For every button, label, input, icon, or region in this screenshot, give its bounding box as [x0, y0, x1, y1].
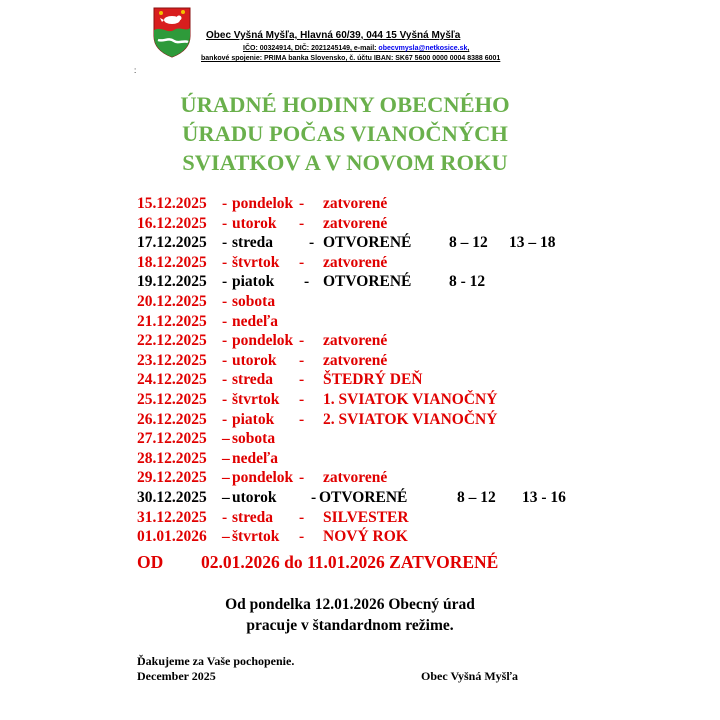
closure-od: OD [137, 552, 164, 572]
schedule-status: zatvorené [323, 253, 388, 271]
schedule-separator: – [222, 430, 230, 448]
schedule-date: 01.01.2026 [137, 528, 207, 546]
letterhead-org: Obec Vyšná Myšľa, Hlavná 60/39, 044 15 Vyšná Myšľa [206, 30, 461, 41]
schedule-separator: - [222, 351, 228, 369]
page-title [120, 90, 570, 177]
schedule-status: zatvorené [323, 195, 388, 212]
schedule-status: NOVÝ ROK [323, 528, 408, 546]
schedule-status: zatvorené [323, 469, 388, 487]
schedule-day: pondelok [232, 332, 294, 350]
title-line-3: SVIATKOV A V NOVOM ROKU [182, 150, 508, 175]
schedule-separator: – [222, 489, 230, 506]
schedule-day: utorok [232, 489, 277, 506]
schedule-dash: - [299, 371, 305, 389]
schedule-status: OTVORENÉ [323, 273, 412, 291]
schedule-status: zatvorené [323, 214, 388, 232]
schedule-day: streda [232, 508, 274, 526]
schedule-day: sobota [232, 293, 276, 310]
schedule-date: 16.12.2025 [137, 214, 207, 232]
schedule-dash: - [311, 489, 317, 506]
schedule-day: štvrtok [232, 528, 280, 546]
schedule-status: ŠTEDRÝ DEŇ [323, 371, 423, 389]
schedule-hours-morning: 8 – 12 [449, 234, 488, 252]
schedule-day: sobota [232, 430, 276, 448]
schedule-dash: - [299, 351, 305, 369]
schedule-day: nedeľa [232, 312, 279, 330]
schedule-date: 25.12.2025 [137, 391, 207, 408]
schedule-separator: - [222, 293, 228, 310]
schedule-separator: - [222, 391, 228, 408]
schedule-status: SILVESTER [323, 508, 409, 526]
title-line-2: ÚRADU POČAS VIANOČNÝCH [182, 121, 508, 146]
schedule-day: streda [232, 371, 274, 389]
schedule-dash: - [299, 253, 305, 271]
schedule-dash: - [299, 469, 305, 487]
schedule-status: 2. SVIATOK VIANOČNÝ [323, 410, 498, 428]
schedule-status: zatvorené [323, 351, 388, 369]
schedule-date: 21.12.2025 [137, 312, 207, 330]
schedule-separator: - [222, 371, 228, 389]
schedule-separator: – [222, 469, 230, 487]
letterhead-ids-suffix: , [467, 45, 470, 52]
title-line-1: ÚRADNÉ HODINY OBECNÉHO [180, 92, 510, 117]
schedule-dash: - [299, 410, 305, 428]
info-line-2: pracuje v štandardnom režime. [246, 617, 454, 634]
schedule-date: 28.12.2025 [137, 449, 207, 467]
schedule-date: 17.12.2025 [137, 234, 207, 252]
schedule-date: 19.12.2025 [137, 273, 207, 291]
schedule-separator: - [222, 332, 228, 350]
schedule-date: 27.12.2025 [137, 430, 207, 448]
schedule-dash: - [299, 195, 305, 212]
schedule-hours-afternoon: 13 – 18 [509, 234, 556, 252]
schedule-day: piatok [232, 273, 275, 291]
schedule-hours-morning: 8 – 12 [457, 489, 496, 506]
schedule-date: 26.12.2025 [137, 410, 207, 428]
footer-date: December 2025 [137, 669, 216, 683]
schedule-separator: - [222, 214, 228, 232]
schedule-day: piatok [232, 410, 275, 428]
schedule-day: pondelok [232, 195, 294, 212]
schedule-separator: – [222, 528, 230, 546]
schedule-date: 31.12.2025 [137, 508, 207, 526]
schedule-status: OTVORENÉ [319, 489, 408, 506]
schedule-dash: - [299, 391, 305, 408]
schedule-date: 29.12.2025 [137, 469, 207, 487]
schedule-day: utorok [232, 351, 277, 369]
closure-text: 02.01.2026 do 11.01.2026 ZATVORENÉ [201, 552, 499, 572]
letterhead-bank: bankové spojenie: PRIMA banka Slovensko, č. účtu IBAN: SK67 5600 0000 0004 8388 6001 [201, 55, 501, 62]
info-line-1: Od pondelka 12.01.2026 Obecný úrad [225, 596, 475, 613]
schedule-day: utorok [232, 214, 277, 232]
schedule-dash: - [299, 508, 305, 526]
schedule-date: 18.12.2025 [137, 253, 207, 271]
email-link[interactable]: obecvmysla@netkosice.sk [378, 45, 468, 52]
schedule-date: 24.12.2025 [137, 371, 207, 389]
schedule-dash: - [304, 273, 310, 291]
schedule-day: štvrtok [232, 391, 280, 408]
schedule-separator: - [222, 410, 228, 428]
schedule-dash: - [299, 214, 305, 232]
schedule-day: streda [232, 234, 274, 252]
schedule-dash: - [309, 234, 315, 252]
closure-line [137, 552, 577, 574]
schedule-hours-afternoon: 13 - 16 [522, 489, 566, 506]
schedule-date: 20.12.2025 [137, 293, 207, 310]
thanks-text: Ďakujeme za Vaše pochopenie. [137, 654, 295, 668]
letterhead-ids-text: IČO: 00324914, DIČ: 2021245149, e-mail: [243, 45, 379, 52]
schedule-separator: – [222, 449, 230, 467]
schedule-hours-morning: 8 - 12 [449, 273, 486, 291]
schedule-status: OTVORENÉ [323, 234, 412, 252]
schedule-date: 15.12.2025 [137, 195, 207, 212]
schedule-separator: - [222, 195, 228, 212]
schedule-status: 1. SVIATOK VIANOČNÝ [323, 391, 498, 408]
schedule-date: 23.12.2025 [137, 351, 207, 369]
schedule-separator: - [222, 253, 228, 271]
schedule-day: nedeľa [232, 449, 279, 467]
schedule-separator: - [222, 273, 228, 291]
coat-of-arms-icon [152, 6, 192, 58]
schedule-dash: - [299, 528, 305, 546]
schedule-separator: - [222, 312, 228, 330]
schedule-dash: - [299, 332, 305, 350]
signature: Obec Vyšná Myšľa [421, 669, 518, 683]
letterhead-ids [243, 45, 469, 52]
schedule-status: zatvorené [323, 332, 388, 350]
schedule-day: pondelok [232, 469, 294, 487]
schedule-day: štvrtok [232, 253, 280, 271]
schedule-separator: - [222, 234, 228, 252]
schedule-date: 30.12.2025 [137, 489, 207, 506]
schedule-separator: - [222, 508, 228, 526]
tick-mark: : [134, 66, 137, 75]
schedule-date: 22.12.2025 [137, 332, 207, 350]
